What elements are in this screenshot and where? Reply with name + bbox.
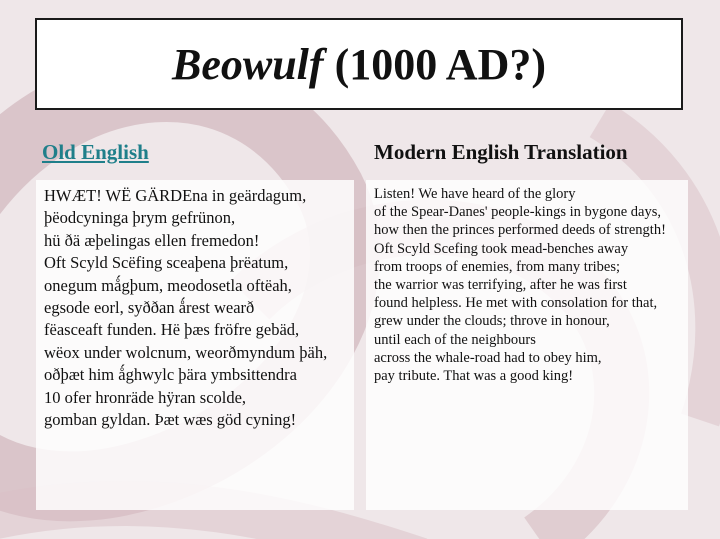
old-english-line: Oft Scyld Scëfing sceaþena þrëatum, xyxy=(44,253,289,273)
modern-english-heading: Modern English Translation xyxy=(374,140,628,164)
translation-line: the warrior was terrifying, after he was first xyxy=(374,276,627,293)
translation-line: from troops of enemies, from many tribes; xyxy=(374,258,621,275)
old-english-line: oðþæt him ǻghwylc þära ymbsittendra xyxy=(44,365,297,385)
old-english-line: egsode eorl, syððan ǻrest wearð xyxy=(44,297,255,317)
translation-line: until each of the neighbours xyxy=(374,331,536,348)
translation-line: Oft Scyld Scefing took mead-benches away xyxy=(374,240,629,257)
translation-line: of the Spear-Danes' people-kings in bygone days, xyxy=(374,204,662,221)
translation-line: Listen! We have heard of the glory xyxy=(374,186,576,202)
old-english-line: gomban gyldan. Þæt wæs göd cyning! xyxy=(44,409,297,429)
title-italic: Beowulf xyxy=(171,39,324,89)
old-english-line: þëodcyninga þrym gefrünon, xyxy=(44,208,236,228)
title-date: (1000 AD?) xyxy=(323,39,546,89)
old-english-line: fëasceaft funden. Hë þæs fröfre gebäd, xyxy=(44,320,300,340)
old-english-line: hü ðä æþelingas ellen fremedon! xyxy=(44,230,260,250)
old-english-line: wëox under wolcnum, weorðmyndum þäh, xyxy=(44,342,328,362)
old-english-heading[interactable]: Old English xyxy=(42,140,149,164)
old-english-line: 10 ofer hronräde hÿran scolde, xyxy=(44,387,247,407)
translation-line: pay tribute. That was a good king! xyxy=(374,367,574,384)
old-english-line: HWÆT! WË GÄRDEna in geärdagum, xyxy=(44,186,307,205)
translation-line: across the whale-road had to obey him, xyxy=(374,349,602,366)
translation-line: grew under the clouds; throve in honour, xyxy=(374,313,610,330)
translation-line: found helpless. He met with consolation for that, xyxy=(374,295,658,312)
old-english-line: onegum mǻgþum, meodosetla oftëah, xyxy=(44,275,292,295)
old-english-text-panel xyxy=(36,180,354,510)
modern-english-text-panel xyxy=(366,180,688,510)
slide-title xyxy=(35,18,683,110)
translation-line: how then the princes performed deeds of strength! xyxy=(374,222,666,239)
